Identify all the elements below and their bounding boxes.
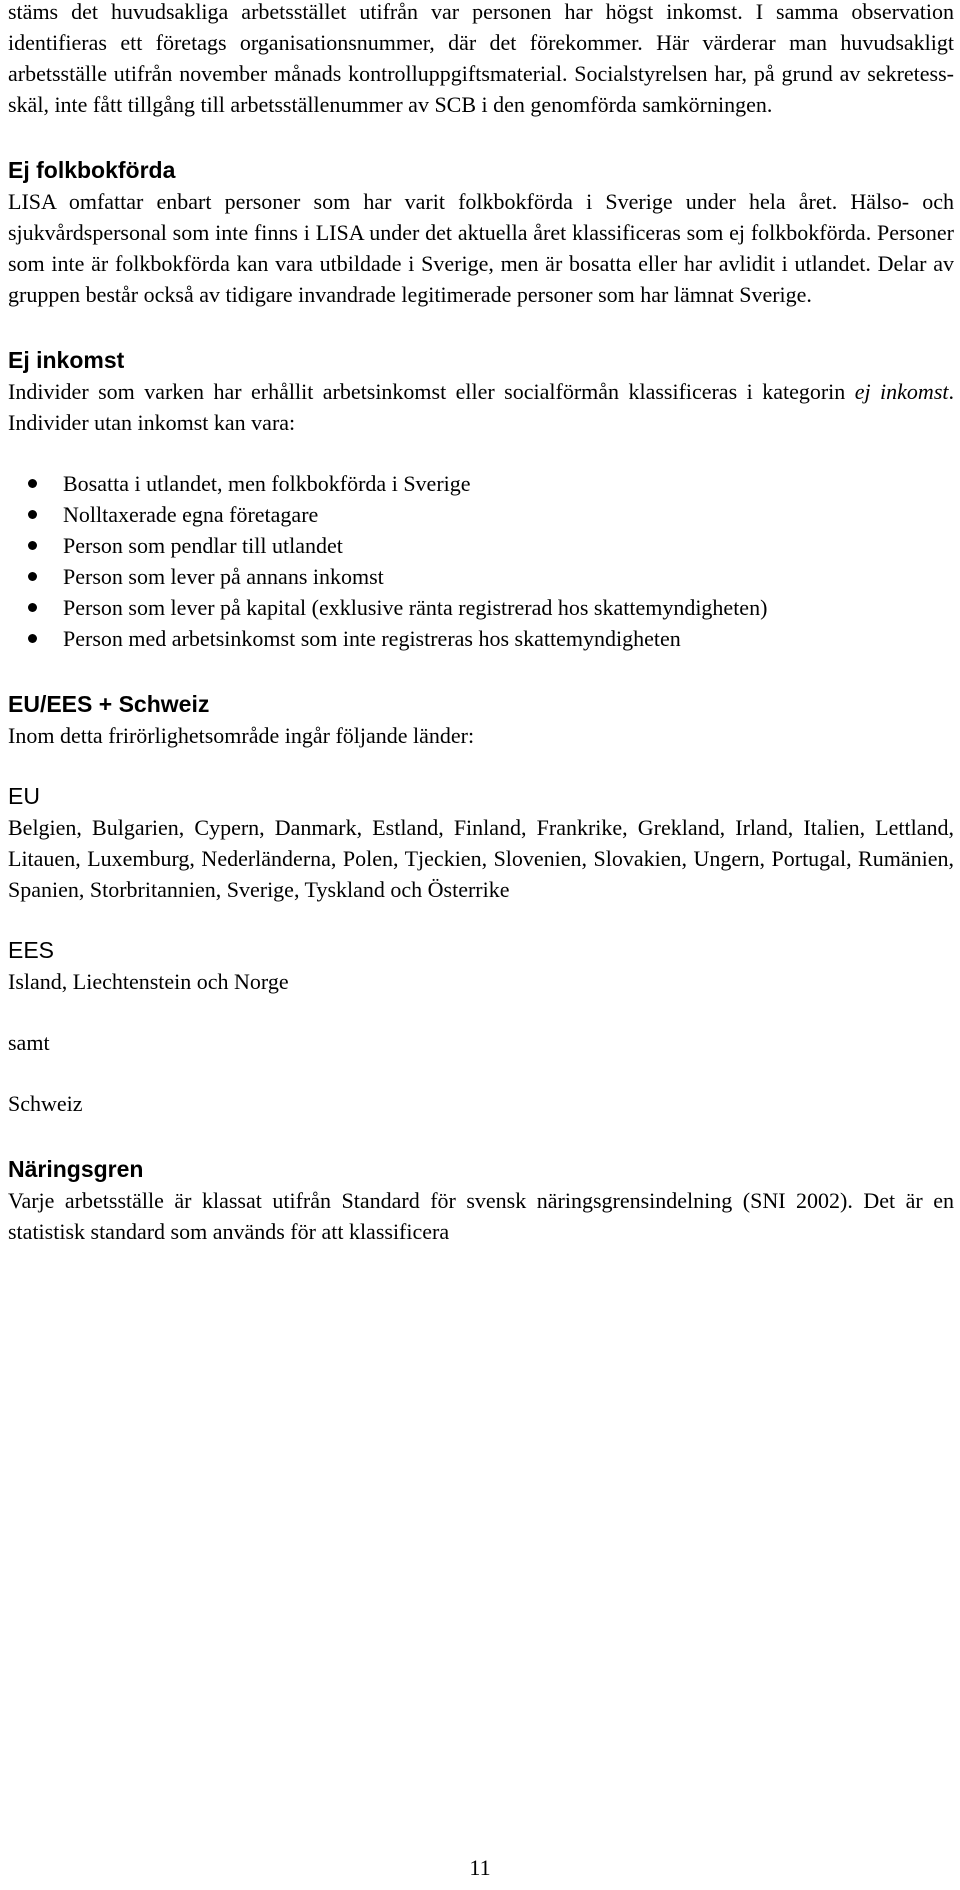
- list-item: [8, 468, 954, 499]
- section-naringsgren: [8, 1154, 954, 1247]
- samt-text: samt: [8, 1030, 50, 1055]
- bullet-icon: [28, 634, 37, 643]
- subsection-heading-eu: EU: [8, 783, 40, 809]
- schweiz-text: Schweiz: [8, 1091, 83, 1116]
- bullet-list: [8, 468, 954, 654]
- section-paragraph: LISA omfattar enbart personer som har varit folkbokförda i Sverige under hela året. Hälso- och sjukvårdspersonal som inte finns i LISA under det aktuella året klassificeras som ej folkbokförda. Personer som inte är folkbokförda kan vara utbildade i Sverige, men är bosatta eller har avlidit i utlandet. Delar av gruppen består också av tidigare invandrade legitimerade personer som har lämnat Sverige.: [8, 189, 954, 307]
- bullet-icon: [28, 479, 37, 488]
- list-item-text: Bosatta i utlandet, men folkbokförda i Sverige: [63, 471, 471, 496]
- section-ej-inkomst: [8, 345, 954, 654]
- text-run: . Individer utan inkomst kan vara:: [8, 379, 954, 435]
- section-paragraph: Inom detta frirörlighetsområde ingår följande länder:: [8, 723, 475, 748]
- bullet-icon: [28, 603, 37, 612]
- section-heading: EU/EES + Schweiz: [8, 691, 210, 717]
- section-eu-ees: [8, 689, 954, 1119]
- list-item-text: Nolltaxerade egna företagare: [63, 502, 319, 527]
- page-number: 11: [469, 1855, 491, 1880]
- bullet-icon: [28, 510, 37, 519]
- eu-country-list: Belgien, Bulgarien, Cypern, Danmark, Estland, Finland, Frankrike, Grekland, Irland, Italien, Lettland, Litauen, Luxemburg, Nederländerna, Polen, Tjeckien, Slovenien, Slovakien, Ungern, Portugal, Rumänien, Spanien, Storbritannien, Sverige, Tyskland och Österrike: [8, 815, 954, 902]
- subsection-heading-ees: EES: [8, 937, 55, 963]
- text-run: Individer som varken har erhållit arbetsinkomst eller socialförmån klassificeras i kategorin: [8, 379, 855, 404]
- document-page: [8, 0, 954, 1247]
- emphasis-term: ej inkomst: [854, 379, 949, 404]
- section-heading: Ej folkbokförda: [8, 157, 176, 183]
- list-item: [8, 530, 954, 561]
- bullet-icon: [28, 541, 37, 550]
- list-item: [8, 499, 954, 530]
- intro-paragraph: stäms det huvudsakliga arbetsstället utifrån var personen har högst inkomst. I samma observation identifieras ett företags organisationsnummer, där det förekommer. Här värderar man huvudsakligt arbetsställe utifrån november månads kontrolluppgiftsmaterial. Socialstyrelsen har, på grund av sekretessskäl, inte fått tillgång till arbetsställenummer av SCB i den genomförda samkörningen.: [8, 0, 954, 117]
- bullet-icon: [28, 572, 37, 581]
- ees-country-list: Island, Liechtenstein och Norge: [8, 969, 289, 994]
- list-item: [8, 623, 954, 654]
- section-heading: Ej inkomst: [8, 347, 125, 373]
- section-paragraph: [8, 376, 954, 438]
- section-ej-folkbokforda: [8, 155, 954, 310]
- list-item-text: Person som lever på annans inkomst: [63, 564, 384, 589]
- section-paragraph: Varje arbetsställe är klassat utifrån Standard för svensk näringsgrensindelning (SNI 2002). Det är en statistisk standard som används för att klassificera: [8, 1188, 954, 1244]
- list-item-text: Person som lever på kapital (exklusive ränta registrerad hos skattemyndigheten): [63, 595, 768, 620]
- section-heading: Näringsgren: [8, 1156, 144, 1182]
- list-item: [8, 561, 954, 592]
- list-item: [8, 592, 954, 623]
- list-item-text: Person med arbetsinkomst som inte registreras hos skattemyndigheten: [63, 626, 681, 651]
- list-item-text: Person som pendlar till utlandet: [63, 533, 343, 558]
